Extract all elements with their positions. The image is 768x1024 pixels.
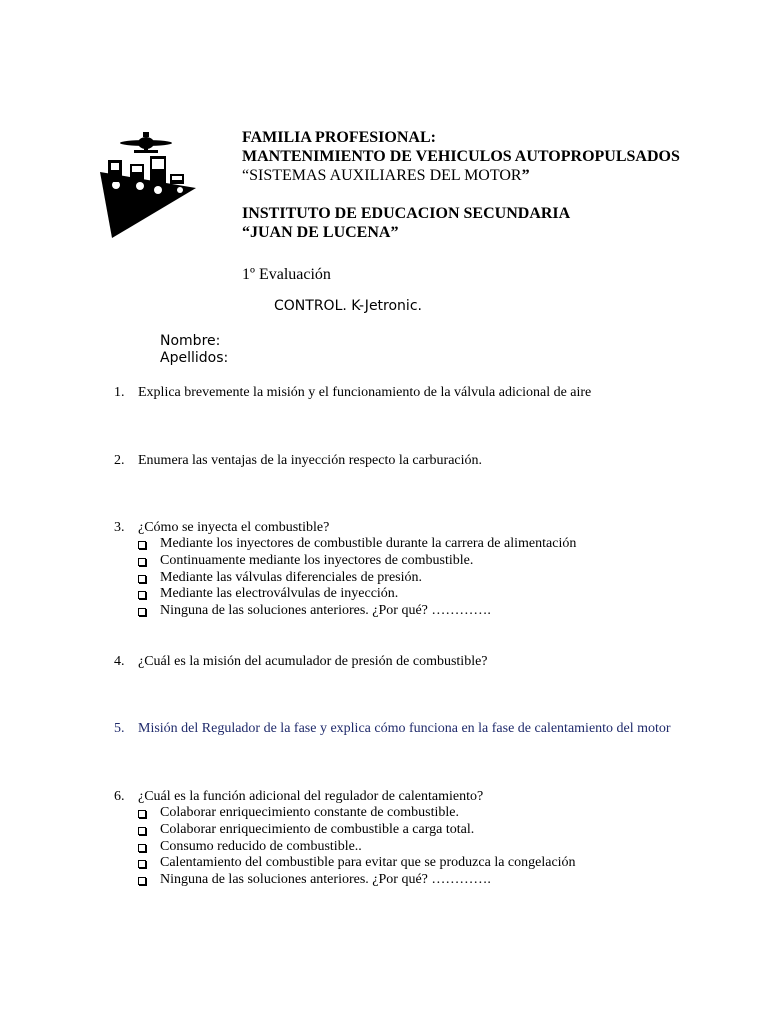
question-6 (114, 788, 694, 889)
question-1 (114, 384, 694, 401)
checkbox-icon[interactable] (138, 877, 146, 885)
checkbox-icon[interactable] (138, 827, 146, 835)
school-logo (94, 130, 198, 240)
checkbox-icon[interactable] (138, 860, 146, 868)
checkbox-icon[interactable] (138, 844, 146, 852)
option-item[interactable]: Mediante las electroválvulas de inyección. (138, 586, 694, 603)
header-line-subject: “SISTEMAS AUXILIARES DEL MOTOR” (242, 167, 530, 184)
header-line-family: FAMILIA PROFESIONAL: (242, 129, 436, 146)
question-number: 1. (114, 385, 125, 400)
question-number: 5. (114, 721, 125, 736)
option-item[interactable]: Mediante los inyectores de combustible durante la carrera de alimentación (138, 536, 694, 553)
document-header (242, 128, 680, 242)
option-item[interactable]: Ninguna de las soluciones anteriores. ¿Por qué? …………. (138, 872, 694, 889)
checkbox-icon[interactable] (138, 608, 146, 616)
question-4 (114, 653, 694, 670)
question-3 (114, 519, 694, 620)
option-item[interactable]: Continuamente mediante los inyectores de combustible. (138, 553, 694, 570)
evaluation-label: 1º Evaluación (242, 266, 331, 283)
options-list (138, 536, 694, 620)
option-item[interactable]: Colaborar enriquecimiento constante de combustible. (138, 805, 694, 822)
option-item[interactable]: Colaborar enriquecimiento de combustible a carga total. (138, 822, 694, 839)
airplane-icon (120, 132, 172, 153)
checkbox-icon[interactable] (138, 591, 146, 599)
surname-field-label: Apellidos: (160, 350, 229, 366)
question-text: ¿Cuál es la función adicional del regulador de calentamiento? (138, 789, 484, 804)
question-text: ¿Cómo se inyecta el combustible? (138, 520, 330, 535)
option-item[interactable]: Ninguna de las soluciones anteriores. ¿Por qué? …………. (138, 603, 694, 620)
question-text: Explica brevemente la misión y el funcionamiento de la válvula adicional de aire (138, 385, 592, 400)
header-line-specialty: MANTENIMIENTO DE VEHICULOS AUTOPROPULSADOS (242, 148, 680, 165)
question-number: 2. (114, 453, 125, 468)
option-item[interactable]: Consumo reducido de combustible.. (138, 839, 694, 856)
option-item[interactable]: Calentamiento del combustible para evitar que se produzca la congelación (138, 855, 694, 872)
checkbox-icon[interactable] (138, 575, 146, 583)
question-text: ¿Cuál es la misión del acumulador de presión de combustible? (138, 654, 488, 669)
question-number: 6. (114, 789, 125, 804)
checkbox-icon[interactable] (138, 541, 146, 549)
question-number: 3. (114, 520, 125, 535)
checkbox-icon[interactable] (138, 558, 146, 566)
question-number: 4. (114, 654, 125, 669)
name-field-label: Nombre: (160, 333, 221, 349)
header-line-institute: INSTITUTO DE EDUCACION SECUNDARIA (242, 205, 571, 222)
option-item[interactable]: Mediante las válvulas diferenciales de presión. (138, 570, 694, 587)
control-title: CONTROL. K-Jetronic. (274, 298, 422, 314)
checkbox-icon[interactable] (138, 810, 146, 818)
question-text: Misión del Regulador de la fase y explica cómo funciona en la fase de calentamiento del motor (138, 721, 671, 736)
question-5 (114, 720, 674, 737)
header-line-school-name: “JUAN DE LUCENA” (242, 224, 399, 241)
student-fields (160, 333, 228, 367)
options-list (138, 805, 694, 889)
question-2 (114, 452, 694, 469)
question-text: Enumera las ventajas de la inyección respecto la carburación. (138, 453, 483, 468)
